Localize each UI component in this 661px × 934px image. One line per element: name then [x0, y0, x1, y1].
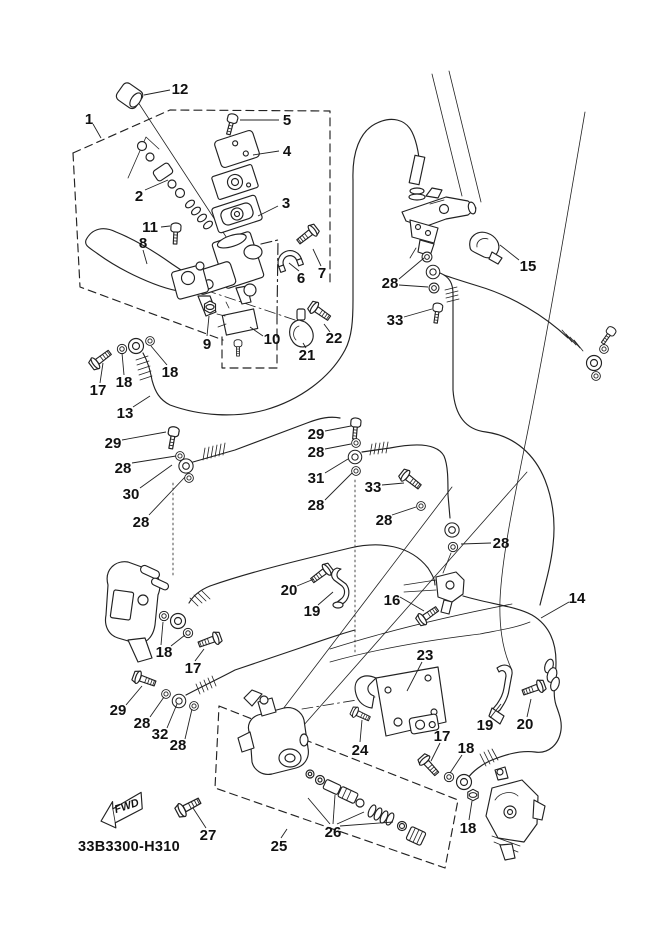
mid-hose-run — [440, 273, 554, 605]
leader-line-18 — [151, 346, 167, 365]
lever-bolt-11 — [170, 223, 181, 244]
leader-line-33 — [382, 483, 404, 485]
washer-18 — [444, 772, 453, 781]
leader-line-1 — [93, 124, 101, 138]
leader-line-15 — [500, 245, 519, 260]
callout-28: 28 — [307, 497, 325, 514]
clamp-bolt-20 — [521, 678, 547, 698]
callout-8: 8 — [138, 235, 148, 252]
callout-28: 28 — [492, 535, 510, 552]
leader-line-20 — [527, 699, 531, 717]
fwd-arrow — [96, 792, 149, 831]
leader-line-26 — [308, 798, 330, 824]
fwd-label: FWD — [112, 796, 141, 817]
callout-layer — [85, 81, 586, 855]
union-bolt-29 — [349, 418, 361, 440]
leader-line-32 — [167, 704, 177, 728]
leader-line-28 — [325, 444, 351, 449]
leader-line-7 — [313, 249, 321, 266]
leader-line-17 — [431, 743, 440, 761]
callout-7: 7 — [317, 265, 327, 282]
hose-eye — [426, 265, 440, 279]
callout-18: 18 — [161, 364, 179, 381]
brake-switch-10 — [217, 302, 258, 356]
hose-eye-13 — [129, 339, 144, 354]
callout-3: 3 — [281, 195, 291, 212]
banjo-bolt-33 — [397, 468, 423, 492]
clamp-bolt-22 — [307, 300, 333, 324]
leader-line-3 — [258, 206, 278, 216]
callout-23: 23 — [416, 647, 434, 664]
callout-19: 19 — [303, 603, 321, 620]
leader-line-18 — [450, 755, 462, 773]
washer-18 — [183, 628, 192, 637]
callout-20: 20 — [516, 716, 534, 733]
leader-line-18 — [469, 801, 472, 820]
leader-line-16 — [400, 597, 424, 611]
hose-eye-14 — [457, 775, 472, 790]
leader-line-30 — [140, 465, 172, 488]
nut-9 — [205, 301, 216, 313]
banjo-bolt — [599, 325, 617, 346]
mc-bracket-23 — [349, 667, 446, 736]
leader-line-24 — [360, 720, 362, 742]
leader-line-33 — [404, 309, 432, 317]
leader-line-29 — [126, 686, 142, 705]
junction-block — [404, 572, 464, 627]
callout-2: 2 — [134, 188, 144, 205]
nut-18 — [468, 789, 478, 800]
leader-line-27 — [193, 808, 206, 828]
washer-28 — [422, 252, 432, 262]
leader-line-18 — [122, 353, 124, 375]
reservoir-screw-5 — [224, 113, 239, 136]
leader-line-26 — [333, 795, 335, 824]
callout-32: 32 — [151, 726, 169, 743]
callout-33: 33 — [364, 479, 382, 496]
handlebar-junction — [402, 155, 502, 323]
callout-28: 28 — [169, 737, 187, 754]
leader-line-28 — [325, 473, 352, 500]
front-hose-fittings — [87, 337, 154, 372]
callout-18: 18 — [155, 644, 173, 661]
leader-line-28 — [185, 709, 192, 739]
leader-line-25 — [281, 829, 287, 838]
callout-24: 24 — [351, 742, 369, 759]
callout-29: 29 — [104, 435, 122, 452]
callout-22: 22 — [325, 330, 343, 347]
leader-line-28 — [150, 697, 164, 717]
leader-line-13 — [133, 396, 150, 407]
callout-28: 28 — [307, 444, 325, 461]
banjo-eye — [445, 523, 459, 537]
leader-line-28 — [132, 456, 176, 463]
washer-18 — [159, 611, 168, 620]
leader-line-2 — [145, 180, 168, 190]
reservoir-cap-4 — [214, 130, 261, 169]
callout-28: 28 — [375, 512, 393, 529]
diaphragm-plate — [211, 164, 258, 200]
leader-line-28 — [149, 477, 185, 515]
hose-eye — [587, 356, 602, 371]
leader-line-17 — [100, 363, 103, 383]
washer-28 — [352, 467, 361, 476]
piston-kit-2 — [128, 137, 214, 230]
callout-28: 28 — [381, 275, 399, 292]
leader-line-11 — [161, 226, 170, 227]
callout-10: 10 — [263, 331, 281, 348]
callout-31: 31 — [307, 470, 325, 487]
callout-28: 28 — [114, 460, 132, 477]
leader-line-14 — [541, 602, 569, 618]
leader-line-26 — [337, 812, 364, 824]
callout-33: 33 — [386, 312, 404, 329]
callout-29: 29 — [307, 426, 325, 443]
callout-17: 17 — [89, 382, 107, 399]
washer-28 — [352, 439, 361, 448]
leader-line-28 — [399, 285, 428, 287]
union-bolt-16 — [415, 603, 441, 627]
leader-line-29 — [122, 432, 166, 440]
callout-11: 11 — [142, 219, 158, 236]
callout-29: 29 — [109, 702, 127, 719]
callout-4: 4 — [282, 143, 292, 160]
callout-28: 28 — [133, 715, 151, 732]
leader-line-9 — [207, 316, 209, 336]
leader-line-28 — [399, 258, 424, 279]
washer-28 — [185, 474, 194, 483]
callout-18: 18 — [115, 374, 133, 391]
banjo-bolt-17 — [197, 630, 223, 650]
banjo-bolt-33 — [431, 303, 443, 324]
callout-30: 30 — [122, 486, 140, 503]
front-master-cylinder-exploded — [86, 81, 333, 356]
washer — [592, 372, 601, 381]
hose-clamp-21 — [290, 309, 314, 347]
pipe-joint-32 — [172, 694, 186, 708]
callout-20: 20 — [280, 582, 298, 599]
rear-brake-hose-14 — [463, 596, 561, 760]
leader-line-28 — [392, 507, 416, 515]
callout-6: 6 — [296, 270, 306, 287]
banjo-bolt-17 — [416, 752, 441, 778]
clamp-bolt-7 — [294, 223, 320, 247]
brake-lever-8 — [86, 229, 216, 316]
callout-18: 18 — [457, 740, 475, 757]
bracket-bolt-24 — [349, 705, 371, 723]
callout-16: 16 — [383, 592, 401, 609]
callout-28: 28 — [132, 514, 150, 531]
washer — [600, 345, 609, 354]
leader-line-31 — [325, 459, 348, 473]
callout-26: 26 — [324, 824, 342, 841]
banjo-bolt-17 — [87, 347, 113, 371]
callout-14: 14 — [568, 590, 586, 607]
hose-eye — [171, 614, 186, 629]
handlebar-clamp-6 — [275, 247, 304, 272]
hose-holder-15 — [470, 232, 502, 264]
callout-13: 13 — [116, 405, 134, 422]
union-bolt-29 — [131, 669, 157, 689]
washer-28 — [429, 283, 439, 293]
washer-28 — [448, 542, 457, 551]
washer-28 — [190, 702, 199, 711]
callout-17: 17 — [184, 660, 202, 677]
fitting-stack-30 — [166, 426, 194, 482]
leader-line-20 — [297, 579, 314, 586]
leader-line-18 — [171, 635, 185, 646]
leader-line-29 — [325, 426, 351, 431]
callout-19: 19 — [476, 717, 494, 734]
mount-bolt-27 — [174, 794, 203, 819]
pipe-joint-31 — [348, 450, 362, 464]
callout-18: 18 — [459, 820, 477, 837]
hose-bracket-19-mid — [308, 562, 349, 608]
washer-28 — [162, 690, 171, 699]
callout-25: 25 — [270, 838, 288, 855]
bracket-bolt-20 — [308, 562, 334, 586]
upper-right-hose — [444, 275, 568, 338]
leader-line-18 — [161, 622, 163, 645]
leader-line-28 — [461, 543, 491, 544]
callout-17: 17 — [433, 728, 451, 745]
washer-28 — [417, 502, 426, 511]
callout-15: 15 — [519, 258, 537, 275]
callout-5: 5 — [282, 112, 292, 129]
callout-9: 9 — [202, 336, 212, 353]
union-bolt-29 — [166, 426, 180, 450]
drawing-part-code: 33B3300-H310 — [78, 839, 180, 855]
upper-right-banjo — [587, 325, 618, 380]
leader-line-26 — [340, 822, 393, 826]
callout-21: 21 — [298, 347, 316, 364]
pipe-joint-30 — [179, 459, 193, 473]
callout-12: 12 — [171, 81, 189, 98]
washer-18 — [117, 344, 126, 353]
callout-1: 1 — [84, 111, 94, 128]
leader-line-12 — [144, 90, 170, 95]
callout-27: 27 — [199, 827, 217, 844]
hose-loop — [353, 119, 420, 180]
diaphragm-3 — [211, 195, 263, 234]
washer-18 — [146, 337, 155, 346]
